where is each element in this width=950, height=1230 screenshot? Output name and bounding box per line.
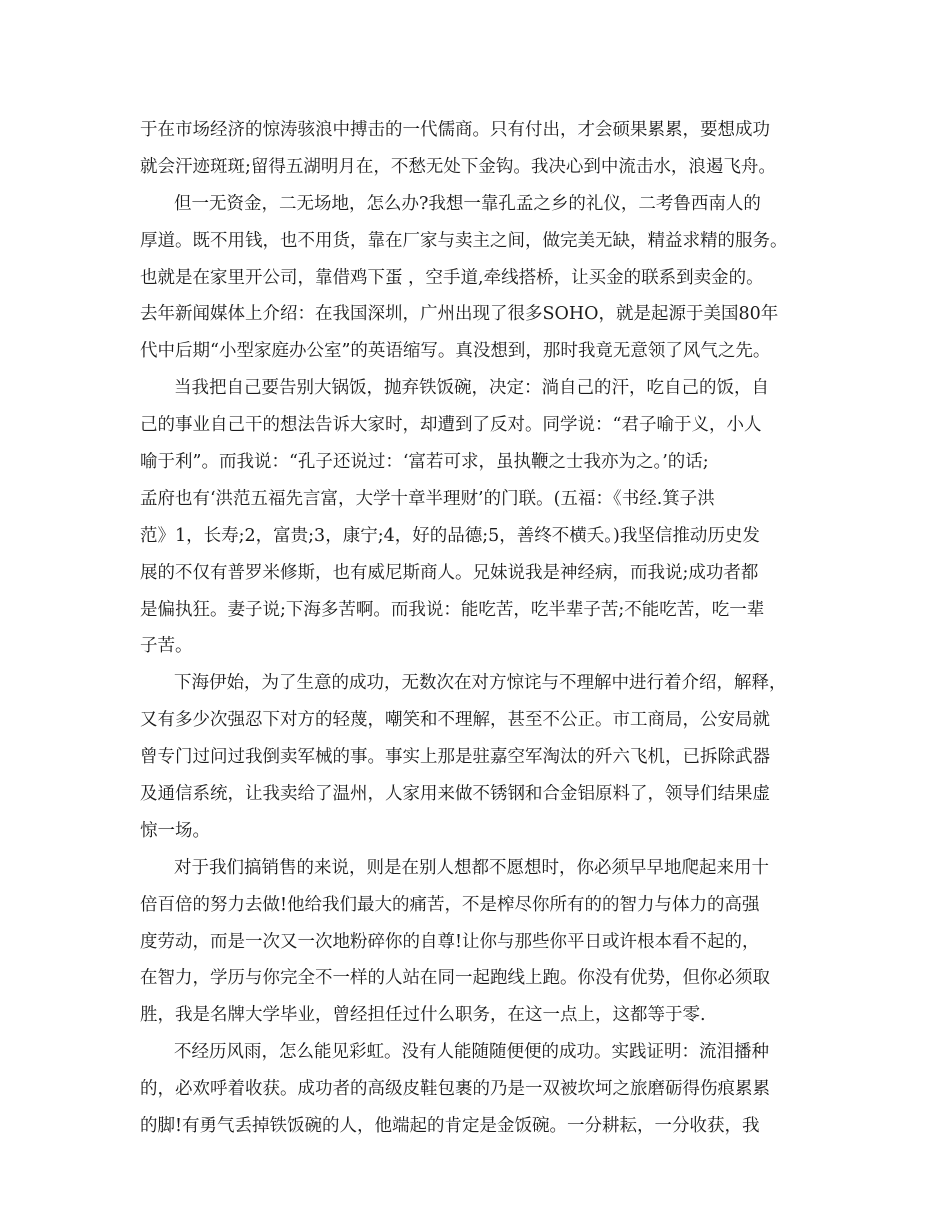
text-line: 不经历风雨，怎么能见彩虹。没有人能随随便便的成功。实践证明：流泪播种 xyxy=(174,1042,769,1063)
text-line: 又有多少次强忍下对方的轻蔑，嘲笑和不理解，甚至不公正。市工商局，公安局就 xyxy=(140,710,770,731)
document-body xyxy=(140,112,820,1145)
text-line: 对于我们搞销售的来说，则是在别人想都不愿想时，你必须早早地爬起来用十 xyxy=(174,857,769,878)
text-line: 孟府也有‘洪范五福先言富，大学十章半理财’的门联。(五福：《书经.箕子洪 xyxy=(140,488,715,509)
text-line: 展的不仅有普罗米修斯，也有威尼斯商人。兄妹说我是神经病，而我说;成功者都 xyxy=(140,562,759,583)
text-line: 及通信系统，让我卖给了温州，人家用来做不锈钢和合金铝原料了，领导们结果虚 xyxy=(140,784,770,805)
text-line: 去年新闻媒体上介绍：在我国深圳，广州出现了很多SOHO，就是起源于美国80年 xyxy=(140,304,779,325)
text-line: 也就是在家里开公司，靠借鸡下蛋 ，空手道,牵线搭桥，让买金的联系到卖金的。 xyxy=(140,267,764,288)
paragraph xyxy=(140,1034,820,1145)
text-line: 惊一场。 xyxy=(140,820,210,841)
text-line: 曾专门过问过我倒卖军械的事。事实上那是驻嘉空军淘汰的歼六飞机，已拆除武器 xyxy=(140,747,770,768)
text-line: 己的事业自己干的想法告诉大家时，却遭到了反对。同学说：“君子喻于义，小人 xyxy=(140,415,762,436)
text-line: 是偏执狂。妻子说;下海多苦啊。而我说：能吃苦，吃半辈子苦;不能吃苦，吃一辈 xyxy=(140,599,765,620)
text-line: 度劳动，而是一次又一次地粉碎你的自尊!让你与那些你平日或许根本看不起的， xyxy=(140,931,760,952)
text-line: 厚道。既不用钱，也不用货，靠在厂家与卖主之间，做完美无缺，精益求精的服务。 xyxy=(140,230,788,251)
paragraph xyxy=(140,186,820,370)
text-line: 在智力，学历与你完全不一样的人站在同一起跑线上跑。你没有优势，但你必须取 xyxy=(140,968,770,989)
text-line: 下海伊始，为了生意的成功，无数次在对方惊诧与不理解中进行着介绍，解释， xyxy=(174,673,787,694)
paragraph xyxy=(140,665,820,849)
text-line: 子苦。 xyxy=(140,636,193,657)
text-line: 就会汗迹斑斑;留得五湖明月在，不愁无处下金钩。我决心到中流击水，浪遏飞舟。 xyxy=(140,156,776,177)
paragraph xyxy=(140,850,820,1034)
text-line: 当我把自己要告别大锅饭，抛弃铁饭碗，决定：淌自己的汗，吃自己的饭，自 xyxy=(174,378,769,399)
paragraph xyxy=(140,112,820,186)
text-line: 代中后期“小型家庭办公室”的英语缩写。真没想到，那时我竟无意领了风气之先。 xyxy=(140,341,771,362)
text-line: 的脚!有勇气丢掉铁饭碗的人，他端起的肯定是金饭碗。一分耕耘，一分收获，我 xyxy=(140,1116,760,1137)
text-line: 胜，我是名牌大学毕业，曾经担任过什么职务，在这一点上，这都等于零. xyxy=(140,1005,706,1026)
text-line: 于在市场经济的惊涛骇浪中搏击的一代儒商。只有付出，才会硕果累累，要想成功 xyxy=(140,120,770,140)
text-line: 范》1，长寿;2，富贵;3，康宁;4，好的品德;5，善终不横夭。)我坚信推动历史发 xyxy=(140,525,760,546)
text-line: 的，必欢呼着收获。成功者的高级皮鞋包裹的乃是一双被坎坷之旅磨砺得伤痕累累 xyxy=(140,1079,770,1100)
text-line: 倍百倍的努力去做!他给我们最大的痛苦，不是榨尽你所有的的智力与体力的高强 xyxy=(140,894,760,915)
text-line: 喻于利”。而我说：“孔子还说过：‘富若可求，虽执鞭之士我亦为之。’的话; xyxy=(140,452,709,473)
paragraph xyxy=(140,370,820,665)
text-line: 但一无资金，二无场地，怎么办?我想一靠孔孟之乡的礼仪，二考鲁西南人的 xyxy=(174,193,761,214)
